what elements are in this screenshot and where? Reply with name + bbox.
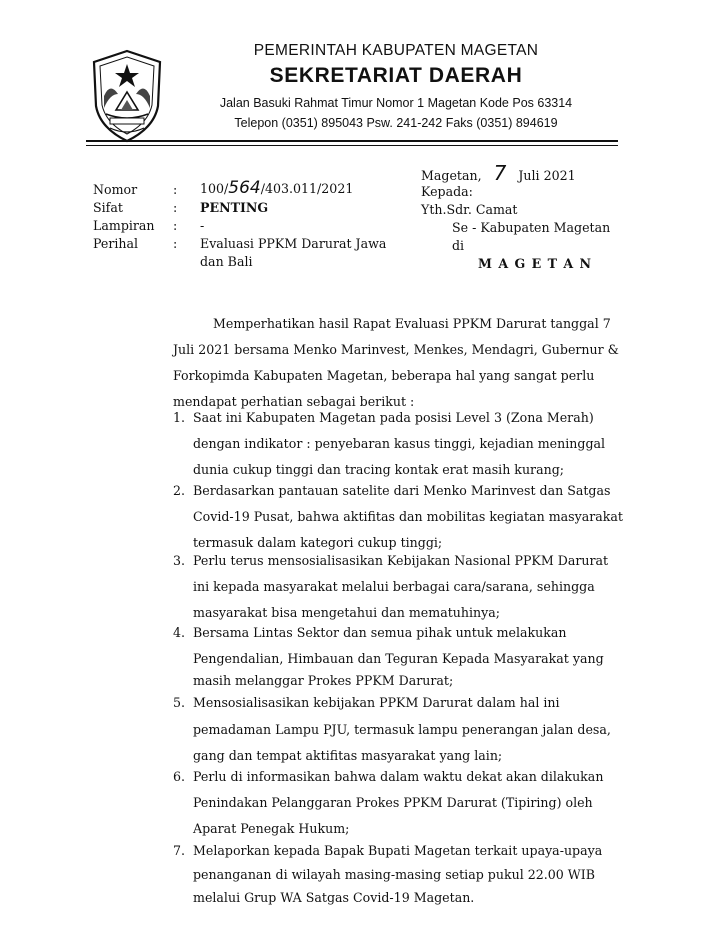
item-4-line-3: masih melanggar Prokes PPKM Darurat; [193, 673, 454, 688]
item-3-line-2: ini kepada masyarakat melalui berbagai cara/sarana, sehingga [193, 579, 595, 594]
item-1-number: 1. [173, 410, 186, 425]
intro-line-1: Memperhatikan hasil Rapat Evaluasi PPKM Darurat tanggal 7 [213, 316, 611, 331]
intro-line-2: Juli 2021 bersama Menko Marinvest, Menkes, Mendagri, Gubernur & [173, 342, 619, 357]
perihal-colon: : [173, 236, 178, 251]
item-7-number: 7. [173, 843, 186, 858]
letterhead-address: Jalan Basuki Rahmat Timur Nomor 1 Magetan Kode Pos 63314 [219, 96, 573, 110]
item-5-line-3: gang dan tempat aktifitas masyarakat yang lain; [193, 748, 503, 763]
recipient-city: M A G E T A N [478, 256, 593, 271]
item-6-line-3: Aparat Penegak Hukum; [193, 821, 350, 836]
lampiran-label: Lampiran [93, 218, 155, 233]
item-1-line-2: dengan indikator : penyebaran kasus tinggi, kejadian meninggal [193, 436, 606, 451]
item-2-line-1: Berdasarkan pantauan satelite dari Menko Marinvest dan Satgas [193, 483, 611, 498]
lampiran-value: - [200, 218, 205, 233]
letterhead-divider-thin [86, 145, 618, 146]
item-2-line-2: Covid-19 Pusat, bahwa aktifitas dan mobilitas kegiatan masyarakat [193, 509, 623, 524]
nomor-value [200, 178, 353, 199]
date-month-year: Juli 2021 [518, 168, 576, 183]
item-6-line-2: Penindakan Pelanggaran Prokes PPKM Darurat (Tipiring) oleh [193, 795, 593, 810]
nomor-prefix: 100/ [200, 181, 229, 196]
nomor-suffix: /403.011/2021 [260, 181, 354, 196]
item-6-number: 6. [173, 769, 186, 784]
letterhead-phone: Telepon (0351) 895043 Psw. 241-242 Faks (0351) 894619 [234, 116, 558, 130]
date-city: Magetan, [421, 168, 482, 183]
sifat-value: PENTING [200, 200, 269, 215]
item-5-line-2: pemadaman Lampu PJU, termasuk lampu penerangan jalan desa, [193, 722, 611, 737]
intro-line-4: mendapat perhatian sebagai berikut : [173, 394, 415, 409]
sifat-colon: : [173, 200, 178, 215]
item-3-line-1: Perlu terus mensosialisasikan Kebijakan Nasional PPKM Darurat [193, 553, 609, 568]
item-1-line-1: Saat ini Kabupaten Magetan pada posisi Level 3 (Zona Merah) [193, 410, 594, 425]
sifat-label: Sifat [93, 200, 123, 215]
item-2-line-3: termasuk dalam kategori cukup tinggi; [193, 535, 443, 550]
item-4-line-1: Bersama Lintas Sektor dan semua pihak untuk melakukan [193, 625, 567, 640]
recipient-se: Se - Kabupaten Magetan [452, 220, 611, 235]
date-day-handwritten: 7 [493, 161, 507, 185]
item-7-line-1: Melaporkan kepada Bapak Bupati Magetan terkait upaya-upaya [193, 843, 603, 858]
recipient-yth: Yth.Sdr. Camat [421, 202, 518, 217]
item-1-line-3: dunia cukup tinggi dan tracing kontak erat masih kurang; [193, 462, 564, 477]
recipient-di: di [452, 238, 465, 253]
perihal-line-1: Evaluasi PPKM Darurat Jawa [200, 236, 387, 251]
item-3-line-3: masyarakat bisa mengetahui dan mematuhinya; [193, 605, 500, 620]
nomor-colon: : [173, 182, 178, 197]
letterhead-government: PEMERINTAH KABUPATEN MAGETAN [253, 42, 539, 59]
item-7-line-2: penanganan di wilayah masing-masing setiap pukul 22.00 WIB [193, 867, 595, 882]
lampiran-colon: : [173, 218, 178, 233]
item-6-line-1: Perlu di informasikan bahwa dalam waktu dekat akan dilakukan [193, 769, 604, 784]
item-7-line-3: melalui Grup WA Satgas Covid-19 Magetan. [193, 890, 475, 905]
item-2-number: 2. [173, 483, 186, 498]
recipient-kepada: Kepada: [421, 184, 473, 199]
nomor-label: Nomor [93, 182, 138, 197]
item-4-number: 4. [173, 625, 186, 640]
item-4-line-2: Pengendalian, Himbauan dan Teguran Kepada Masyarakat yang [193, 651, 604, 666]
item-5-line-1: Mensosialisasikan kebijakan PPKM Darurat dalam hal ini [193, 695, 560, 710]
item-5-number: 5. [173, 695, 186, 710]
item-3-number: 3. [173, 553, 186, 568]
perihal-label: Perihal [93, 236, 139, 251]
letterhead-divider-thick [86, 140, 618, 142]
nomor-handwritten: 564 [228, 178, 261, 198]
intro-line-3: Forkopimda Kabupaten Magetan, beberapa hal yang sangat perlu [173, 368, 595, 383]
perihal-line-2: dan Bali [200, 254, 253, 269]
letterhead-office: SEKRETARIAT DAERAH [269, 64, 523, 87]
magetan-regency-emblem-icon [88, 48, 166, 144]
